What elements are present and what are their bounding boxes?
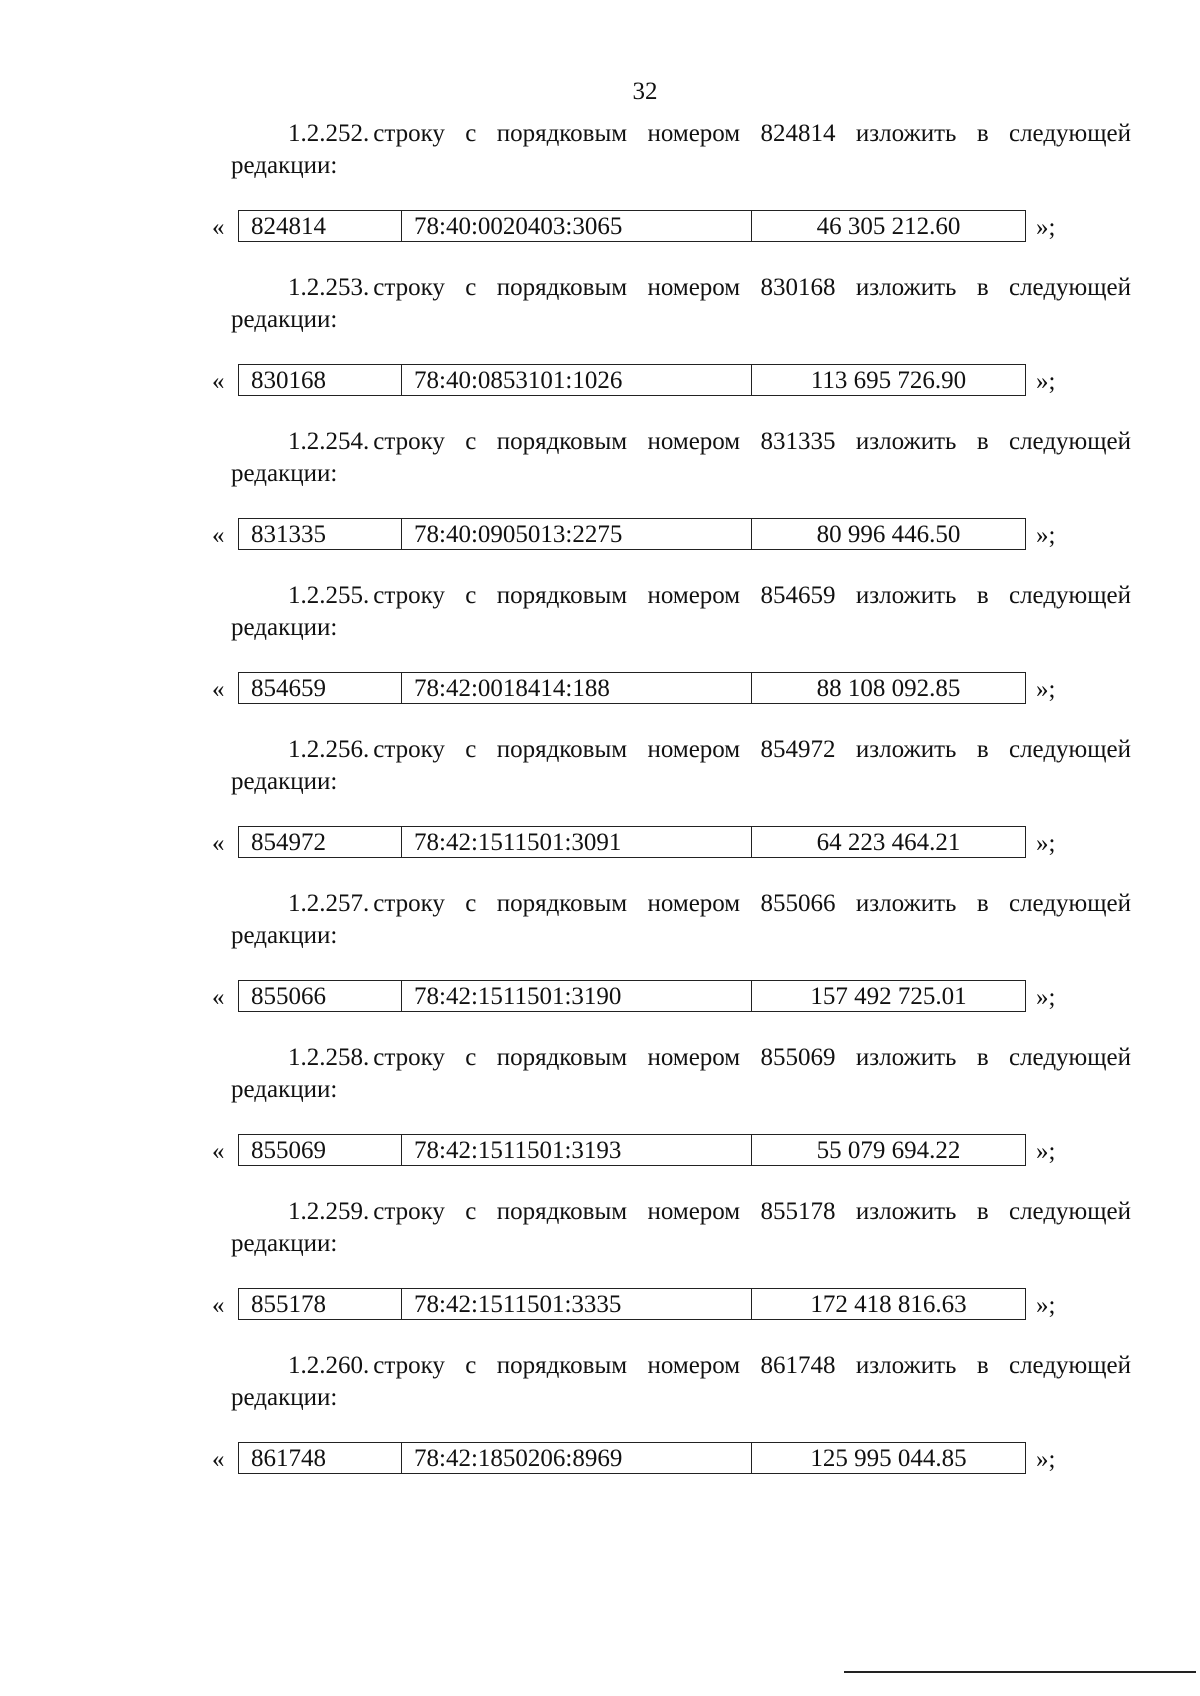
clause-number: 1.2.259. [288,1198,370,1225]
row-number-cell: 854972 [239,827,402,857]
cadastral-number-cell: 78:42:1511501:3190 [402,981,752,1011]
clause-number: 1.2.258. [288,1044,370,1071]
amendment-entry [0,1042,1200,1196]
row-number-cell: 855069 [239,1135,402,1165]
paragraph-word: строку [373,1044,445,1071]
cadastral-number-cell: 78:40:0020403:3065 [402,211,752,241]
clause-lead [288,1196,445,1228]
paragraph-word: с [465,428,477,455]
page-number: 32 [632,78,658,105]
paragraph-first-line [231,426,1131,458]
closing-quote: »; [1036,1292,1056,1319]
cadastral-value-cell: 172 418 816.63 [810,1291,967,1318]
paragraph-word: номером [647,1352,741,1379]
cadastral-number-cell: 78:42:1511501:3335 [402,1289,752,1319]
paragraph-word: порядковым [496,1044,628,1071]
amendment-entry [0,580,1200,734]
clause-lead [288,734,445,766]
row-cells [238,1442,1026,1474]
row-number-cell: 861748 [239,1443,402,1473]
clause-number: 1.2.257. [288,890,370,917]
cadastral-value-cell: 80 996 446.50 [816,521,961,548]
paragraph-word: изложить [855,582,957,609]
amendment-paragraph [231,1350,1131,1414]
paragraph-word: с [465,736,477,763]
paragraph-word: строку [373,428,445,455]
row-cells [238,980,1026,1012]
paragraph-word: 855066 [760,890,836,917]
amendment-entry [0,118,1200,272]
paragraph-word: порядковым [496,890,628,917]
opening-quote: « [212,830,225,857]
paragraph-word: строку [373,1352,445,1379]
paragraph-word: изложить [855,736,957,763]
cadastral-number-cell: 78:40:0853101:1026 [402,365,752,395]
row-number-cell: 854659 [239,673,402,703]
row-cells [238,364,1026,396]
footer-rule [844,1671,1196,1673]
paragraph-word: номером [647,120,741,147]
clause-number: 1.2.255. [288,582,370,609]
paragraph-word: 855178 [760,1198,836,1225]
paragraph-word: с [465,120,477,147]
paragraph-word: 855069 [760,1044,836,1071]
amendment-entry [0,272,1200,426]
paragraph-word: изложить [855,1198,957,1225]
row-number-cell: 855066 [239,981,402,1011]
closing-quote: »; [1036,1446,1056,1473]
paragraph-word: изложить [855,1352,957,1379]
closing-quote: »; [1036,214,1056,241]
paragraph-first-line [231,118,1131,150]
paragraph-word: следующей [1008,274,1131,301]
paragraph-word: в [976,1198,989,1225]
amendment-entry [0,1350,1200,1504]
paragraph-word: изложить [855,120,957,147]
paragraph-word: номером [647,274,741,301]
paragraph-word: порядковым [496,120,628,147]
paragraph-word: в [976,274,989,301]
amendment-paragraph [231,734,1131,798]
opening-quote: « [212,1292,225,1319]
paragraph-second-line: редакции: [231,614,338,641]
row-cells [238,518,1026,550]
paragraph-first-line [231,580,1131,612]
amendment-entry [0,888,1200,1042]
paragraph-word: в [976,1352,989,1379]
row-number-cell: 855178 [239,1289,402,1319]
opening-quote: « [212,676,225,703]
paragraph-first-line [231,272,1131,304]
closing-quote: »; [1036,984,1056,1011]
closing-quote: »; [1036,830,1056,857]
cadastral-number-cell: 78:42:1511501:3193 [402,1135,752,1165]
paragraph-word: следующей [1008,1352,1131,1379]
paragraph-second-line: редакции: [231,152,338,179]
paragraph-second-line: редакции: [231,306,338,333]
paragraph-word: изложить [855,274,957,301]
clause-number: 1.2.256. [288,736,370,763]
opening-quote: « [212,368,225,395]
amendment-entry [0,1196,1200,1350]
paragraph-first-line [231,1196,1131,1228]
paragraph-second-line: редакции: [231,1230,338,1257]
opening-quote: « [212,214,225,241]
paragraph-word: изложить [855,1044,957,1071]
cadastral-value-cell: 113 695 726.90 [810,367,967,394]
paragraph-word: строку [373,582,445,609]
cadastral-number-cell: 78:42:0018414:188 [402,673,752,703]
paragraph-word: следующей [1008,1198,1131,1225]
paragraph-first-line [231,888,1131,920]
amendment-paragraph [231,1196,1131,1260]
cadastral-value-cell: 125 995 044.85 [810,1445,967,1472]
paragraph-word: номером [647,582,741,609]
paragraph-word: 824814 [760,120,836,147]
clause-lead [288,426,445,458]
paragraph-word: в [976,120,989,147]
cadastral-number-cell: 78:42:1850206:8969 [402,1443,752,1473]
amendment-entry [0,734,1200,888]
paragraph-word: порядковым [496,428,628,455]
paragraph-word: в [976,736,989,763]
paragraph-word: в [976,890,989,917]
row-cells [238,210,1026,242]
row-number-cell: 824814 [239,211,402,241]
paragraph-word: номером [647,890,741,917]
row-number-cell: 830168 [239,365,402,395]
paragraph-word: порядковым [496,1198,628,1225]
paragraph-word: в [976,428,989,455]
paragraph-word: 854972 [760,736,836,763]
paragraph-word: строку [373,1198,445,1225]
paragraph-word: с [465,1198,477,1225]
paragraph-word: порядковым [496,736,628,763]
paragraph-second-line: редакции: [231,768,338,795]
paragraph-word: порядковым [496,1352,628,1379]
amendment-paragraph [231,426,1131,490]
opening-quote: « [212,984,225,1011]
row-number-cell: 831335 [239,519,402,549]
clause-lead [288,888,445,920]
row-cells [238,826,1026,858]
clause-number: 1.2.253. [288,274,370,301]
amendment-list [0,118,1200,1504]
amendment-paragraph [231,118,1131,182]
paragraph-word: с [465,582,477,609]
clause-lead [288,118,445,150]
clause-lead [288,1350,445,1382]
paragraph-word: порядковым [496,274,628,301]
paragraph-second-line: редакции: [231,1384,338,1411]
paragraph-word: 830168 [760,274,836,301]
cadastral-value-cell: 46 305 212.60 [816,213,961,240]
paragraph-word: изложить [855,428,957,455]
cadastral-number-cell: 78:40:0905013:2275 [402,519,752,549]
cadastral-number-cell: 78:42:1511501:3091 [402,827,752,857]
row-cells [238,1134,1026,1166]
cadastral-value-cell: 157 492 725.01 [810,983,967,1010]
paragraph-word: с [465,890,477,917]
row-cells [238,672,1026,704]
clause-number: 1.2.254. [288,428,370,455]
closing-quote: »; [1036,1138,1056,1165]
paragraph-word: 861748 [760,1352,836,1379]
opening-quote: « [212,1446,225,1473]
paragraph-second-line: редакции: [231,922,338,949]
paragraph-word: изложить [855,890,957,917]
paragraph-word: порядковым [496,582,628,609]
amendment-entry [0,426,1200,580]
cadastral-value-cell: 64 223 464.21 [816,829,961,856]
clause-number: 1.2.252. [288,120,370,147]
paragraph-word: строку [373,274,445,301]
clause-lead [288,1042,445,1074]
paragraph-word: следующей [1008,1044,1131,1071]
cadastral-value-cell: 88 108 092.85 [816,675,961,702]
paragraph-word: номером [647,1044,741,1071]
paragraph-word: следующей [1008,890,1131,917]
clause-number: 1.2.260. [288,1352,370,1379]
amendment-paragraph [231,580,1131,644]
paragraph-first-line [231,1042,1131,1074]
paragraph-word: номером [647,1198,741,1225]
paragraph-word: с [465,1044,477,1071]
paragraph-second-line: редакции: [231,460,338,487]
paragraph-word: в [976,1044,989,1071]
paragraph-word: номером [647,736,741,763]
closing-quote: »; [1036,676,1056,703]
paragraph-word: строку [373,736,445,763]
paragraph-first-line [231,734,1131,766]
opening-quote: « [212,1138,225,1165]
row-cells [238,1288,1026,1320]
paragraph-word: строку [373,890,445,917]
cadastral-value-cell: 55 079 694.22 [816,1137,961,1164]
amendment-paragraph [231,1042,1131,1106]
opening-quote: « [212,522,225,549]
paragraph-word: 854659 [760,582,836,609]
clause-lead [288,272,445,304]
paragraph-first-line [231,1350,1131,1382]
paragraph-word: строку [373,120,445,147]
paragraph-second-line: редакции: [231,1076,338,1103]
paragraph-word: следующей [1008,736,1131,763]
paragraph-word: номером [647,428,741,455]
paragraph-word: 831335 [760,428,836,455]
amendment-paragraph [231,888,1131,952]
clause-lead [288,580,445,612]
paragraph-word: с [465,274,477,301]
closing-quote: »; [1036,368,1056,395]
paragraph-word: следующей [1008,582,1131,609]
paragraph-word: в [976,582,989,609]
closing-quote: »; [1036,522,1056,549]
paragraph-word: с [465,1352,477,1379]
paragraph-word: следующей [1008,120,1131,147]
paragraph-word: следующей [1008,428,1131,455]
amendment-paragraph [231,272,1131,336]
